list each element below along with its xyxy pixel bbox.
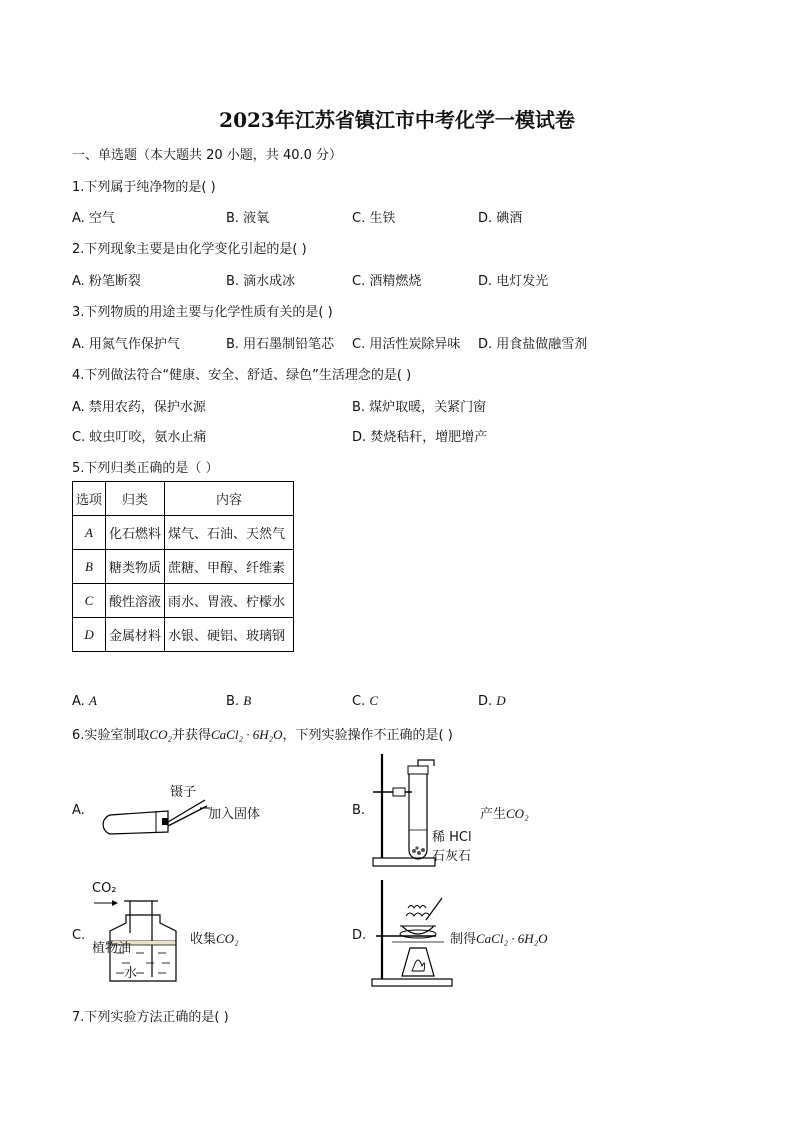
question-7-stem: 7.下列实验方法正确的是( ) bbox=[72, 1010, 229, 1025]
q1-option-d: D. 碘酒 bbox=[478, 211, 523, 226]
fig-b-produce-label: 产生CO₂ bbox=[480, 806, 529, 822]
table-header-cell: 选项 bbox=[73, 482, 106, 516]
fig-a-letter: A. bbox=[72, 803, 85, 818]
q4-option-a: A. 禁用农药，保护水源 bbox=[72, 400, 206, 415]
q4-option-d: D. 焚烧秸秆，增肥增产 bbox=[352, 430, 488, 445]
fig-d-obtain-label: 制得CaCl₂ · 6H₂O bbox=[450, 931, 548, 947]
table-cell: 金属材料 bbox=[106, 618, 165, 652]
q1-option-a: A. 空气 bbox=[72, 211, 115, 226]
table-row bbox=[73, 584, 294, 618]
fig-c-collect-label: 收集CO₂ bbox=[190, 931, 239, 947]
fig-c-gas-label: CO₂ bbox=[92, 881, 117, 896]
table-header-cell: 内容 bbox=[165, 482, 294, 516]
table-cell: C bbox=[73, 584, 106, 618]
table-header-cell: 归类 bbox=[106, 482, 165, 516]
fig-b-acid-label: 稀 HCl bbox=[432, 830, 472, 845]
table-cell: 煤气、石油、天然气 bbox=[165, 516, 294, 550]
fig-b-limestone-label: 石灰石 bbox=[432, 849, 472, 864]
question-3-stem: 3.下列物质的用途主要与化学性质有关的是( ) bbox=[72, 305, 333, 320]
question-6-stem: 6.实验室制取CO₂并获得CaCl₂ · 6H₂O，下列实验操作不正确的是( ) bbox=[72, 727, 453, 743]
fig-c-water-label: 水 bbox=[124, 966, 138, 981]
evaporation-setup-figure bbox=[370, 876, 460, 991]
q5-option-b: B. B bbox=[226, 693, 252, 709]
question-2-stem: 2.下列现象主要是由化学变化引起的是( ) bbox=[72, 242, 307, 257]
question-1-stem: 1.下列属于纯净物的是( ) bbox=[72, 180, 216, 195]
q1-option-c: C. 生铁 bbox=[352, 211, 396, 226]
q4-option-b: B. 煤炉取暖，关紧门窗 bbox=[352, 400, 487, 415]
table-cell: 雨水、胃液、柠檬水 bbox=[165, 584, 294, 618]
page-title: 2023年江苏省镇江市中考化学一模试卷 bbox=[219, 108, 575, 132]
q2-option-c: C. 酒精燃烧 bbox=[352, 274, 422, 289]
fig-d-letter: D. bbox=[352, 928, 367, 943]
q2-option-b: B. 滴水成冰 bbox=[226, 274, 296, 289]
fig-c-oil-label: 植物油 bbox=[92, 941, 132, 956]
q3-option-c: C. 用活性炭除异味 bbox=[352, 337, 461, 352]
question-4-stem: 4.下列做法符合“健康、安全、舒适、绿色”生活理念的是( ) bbox=[72, 368, 412, 383]
table-cell: 酸性溶液 bbox=[106, 584, 165, 618]
table-header-row bbox=[73, 482, 294, 516]
table-cell: 水银、硬铝、玻璃钢 bbox=[165, 618, 294, 652]
table-cell: A bbox=[73, 516, 106, 550]
table-row bbox=[73, 550, 294, 584]
q3-option-a: A. 用氮气作保护气 bbox=[72, 337, 180, 352]
table-cell: 化石燃料 bbox=[106, 516, 165, 550]
table-cell: 糖类物质 bbox=[106, 550, 165, 584]
fig-b-letter: B. bbox=[352, 803, 366, 818]
q1-option-b: B. 液氧 bbox=[226, 211, 270, 226]
table-row bbox=[73, 516, 294, 550]
q3-option-d: D. 用食盐做融雪剂 bbox=[478, 337, 588, 352]
table-cell: 蔗糖、甲醇、纤维素 bbox=[165, 550, 294, 584]
q2-option-a: A. 粉笔断裂 bbox=[72, 274, 141, 289]
q2-option-d: D. 电灯发光 bbox=[478, 274, 549, 289]
table-cell: D bbox=[73, 618, 106, 652]
fig-c-letter: C. bbox=[72, 928, 86, 943]
q3-option-b: B. 用石墨制铅笔芯 bbox=[226, 337, 335, 352]
q5-option-c: C. C bbox=[352, 693, 379, 709]
section-heading: 一、单选题（本大题共 20 小题，共 40.0 分） bbox=[72, 148, 343, 163]
q5-option-a: A. A bbox=[72, 693, 97, 709]
table-cell: B bbox=[73, 550, 106, 584]
q5-option-d: D. D bbox=[478, 693, 506, 709]
q4-option-c: C. 蚊虫叮咬，氨水止痛 bbox=[72, 430, 207, 445]
question-5-stem: 5.下列归类正确的是（ ） bbox=[72, 461, 219, 476]
classification-table bbox=[72, 481, 294, 652]
fig-a-add-solid-label: 加入固体 bbox=[208, 807, 261, 822]
fig-a-tweezers-label: 镊子 bbox=[170, 785, 197, 800]
table-row bbox=[73, 618, 294, 652]
